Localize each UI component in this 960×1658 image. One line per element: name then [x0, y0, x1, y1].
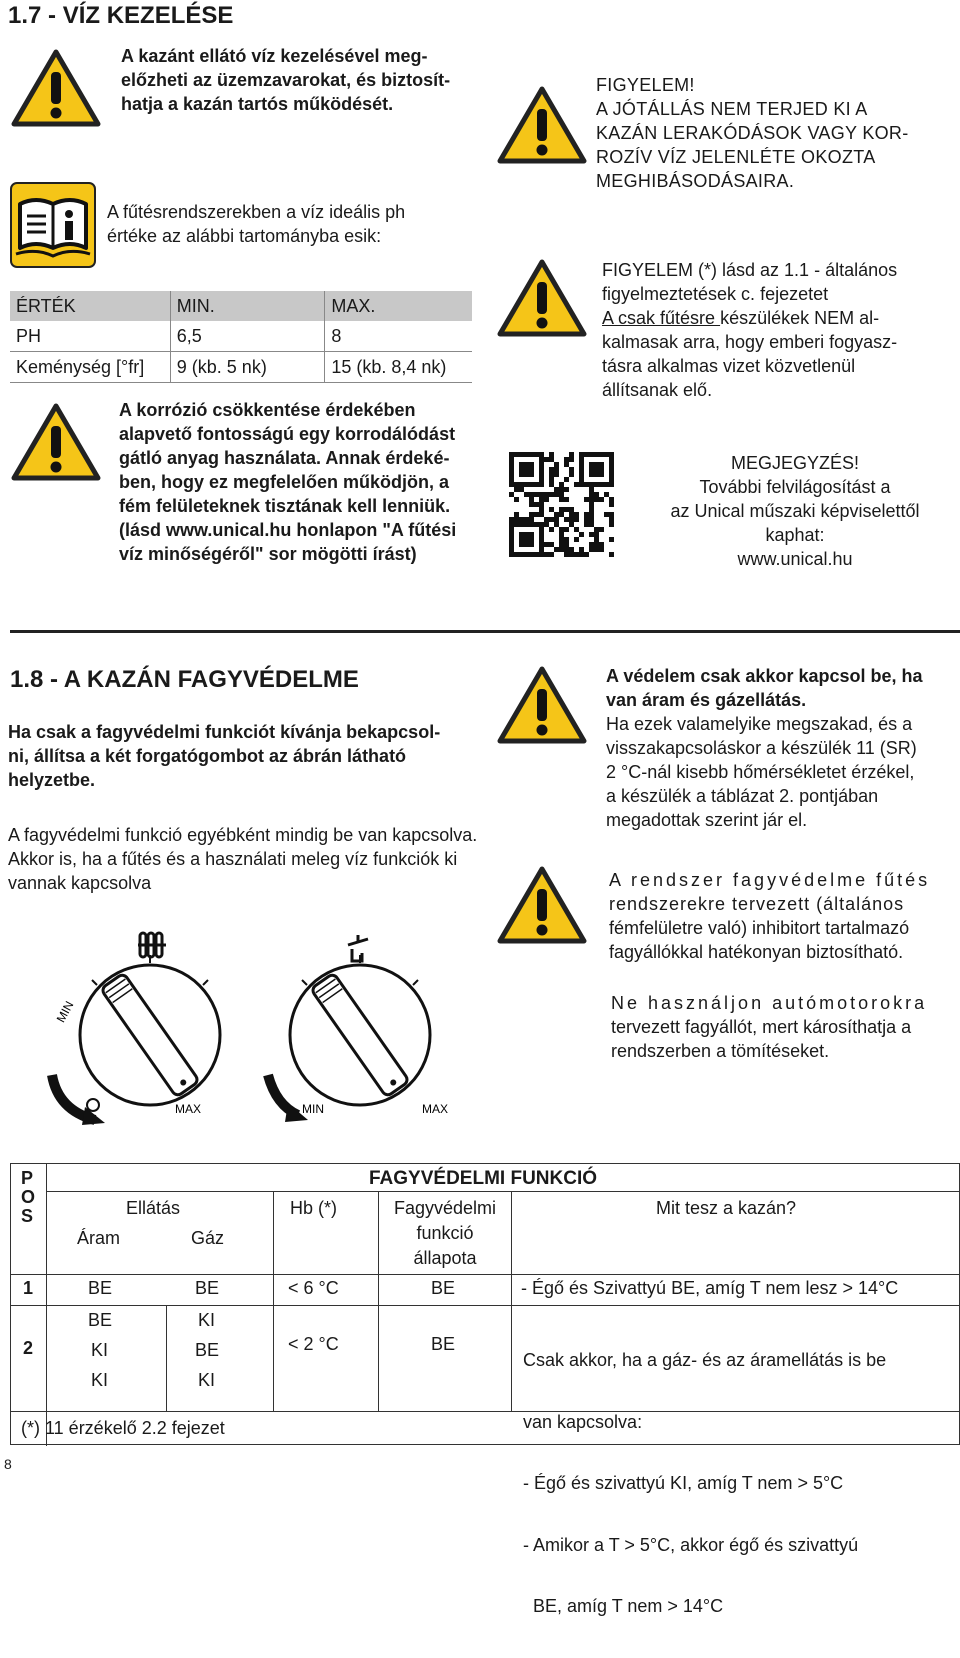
warning2-line: kalmasak arra, hogy emberi fogyasz-: [602, 332, 898, 352]
row-hb: < 2 °C: [288, 1334, 339, 1354]
section-divider: [10, 630, 960, 633]
warning-icon: [496, 865, 588, 945]
water-values-table: [10, 291, 472, 383]
row-gas: BE: [195, 1340, 220, 1360]
antifreeze-text: [611, 991, 927, 1063]
action-line: - Égő és szivattyú KI, amíg T nem > 5°C: [523, 1473, 844, 1493]
protection-line: megadottak szerint jár el.: [606, 810, 808, 830]
warning-line: ROZÍV VÍZ JELENLÉTE OKOZTA: [596, 147, 876, 167]
note-line: vannak kapcsolva: [8, 873, 152, 893]
dials-illustration: [30, 925, 470, 1130]
warning2-text: készülékek NEM al-: [720, 308, 880, 328]
ph-line: értéke az alábbi tartományba esik:: [107, 226, 382, 246]
underlined-text: A csak fűtésre: [602, 308, 721, 328]
warning-icon: [496, 85, 588, 165]
warning2-line: figyelmeztetések c. fejezetet: [602, 284, 829, 304]
corrosion-line: víz minőségéről" sor mögötti írást): [119, 544, 417, 564]
antifreeze-line: rendszerben a tömítéseket.: [611, 1041, 830, 1061]
row-pos: 2: [23, 1338, 34, 1358]
pos-letter: P: [21, 1168, 34, 1188]
row-power: KI: [91, 1340, 109, 1360]
row-pos: 1: [23, 1278, 34, 1298]
warning-line: FIGYELEM!: [596, 75, 695, 95]
dhw-dial[interactable]: [268, 955, 448, 1122]
qr-module: [609, 552, 614, 557]
instruction-line: Ha csak a fagyvédelmi funkciót kívánja bekapcsol-: [8, 722, 441, 742]
table-header-row: [10, 291, 472, 321]
hb-header: Hb (*): [290, 1198, 338, 1218]
table-title: FAGYVÉDELMI FUNKCIÓ: [369, 1168, 598, 1189]
gas-header: Gáz: [191, 1228, 225, 1248]
corrosion-text: [119, 398, 456, 566]
warning-icon: [496, 665, 588, 745]
radiator-icon: [138, 933, 166, 957]
table-header-cell: MIN.: [170, 291, 325, 321]
instruction-line: ni, állítsa a két forgatógombot az ábrán látható: [8, 746, 407, 766]
state-header-line: Fagyvédelmi: [393, 1198, 497, 1218]
note-box: [640, 451, 950, 571]
warning2-line: állítsanak elő.: [602, 380, 713, 400]
instruction-line: helyzetbe.: [8, 770, 96, 790]
inhibitor-line: fagyállókkal hatékonyan biztosítható.: [609, 942, 904, 962]
max-label: MAX: [422, 1102, 449, 1116]
table-row: [10, 321, 472, 352]
note-line: További felvilágosítást a: [699, 477, 891, 497]
inhibitor-line: A rendszer fagyvédelme fűtés: [609, 870, 931, 890]
qr-code: [509, 452, 614, 557]
corrosion-line: gátló anyag használata. Annak érdeké-: [119, 448, 450, 468]
ph-line: A fűtésrendszerekben a víz ideális ph: [107, 202, 406, 222]
inhibitor-line: rendszerekre tervezett (általános: [609, 894, 905, 914]
action-header: Mit tesz a kazán?: [656, 1198, 797, 1218]
note-line: az Unical műszaki képviselettől: [670, 501, 920, 521]
action-line: - Amikor a T > 5°C, akkor égő és szivattyú: [523, 1534, 859, 1555]
min-label: MIN: [53, 998, 77, 1025]
row-gas: KI: [198, 1370, 216, 1390]
max-label: MAX: [175, 1102, 202, 1116]
heating-only-warning: [602, 258, 897, 402]
table-cell: 8: [325, 321, 472, 352]
inhibitor-line: fémfelületre való) inhibitort tartalmazó: [609, 918, 910, 938]
row-hb: < 6 °C: [288, 1278, 339, 1298]
supply-header: Ellátás: [126, 1198, 181, 1218]
warning-icon: [10, 48, 102, 128]
warranty-warning: [596, 73, 909, 193]
table-footnote: (*) 11 érzékelő 2.2 fejezet: [21, 1418, 225, 1438]
section-title-1-8: 1.8 - A KAZÁN FAGYVÉDELME: [10, 666, 359, 693]
power-header: Áram: [77, 1228, 121, 1248]
protection-line: 2 °C-nál kisebb hőmérsékletet érzékel,: [606, 762, 915, 782]
action-line: BE, amíg T nem > 14°C: [523, 1596, 724, 1616]
pos-letter: O: [21, 1187, 36, 1207]
table-header-cell: MAX.: [325, 291, 472, 321]
pos-header: [21, 1169, 35, 1226]
heating-dial[interactable]: [52, 955, 220, 1125]
corrosion-line: fém felületeknek tisztának kell lenniük.: [119, 496, 451, 516]
action-line: van kapcsolva:: [523, 1411, 643, 1432]
row-state: BE: [431, 1334, 456, 1354]
corrosion-line: alapvető fontosságú egy korrodálódást: [119, 424, 456, 444]
note-line: kaphat:: [765, 525, 825, 545]
warning2-line: [602, 306, 897, 330]
note-link[interactable]: www.unical.hu: [737, 549, 853, 569]
warning-icon: [10, 402, 102, 482]
table-row: [10, 352, 472, 383]
table-cell: Keménység [°fr]: [10, 352, 170, 383]
corrosion-line: ben, hogy ez megfelelően működjön, a: [119, 472, 450, 492]
table-cell: 9 (kb. 5 nk): [170, 352, 325, 383]
row-power: KI: [91, 1370, 109, 1390]
min-label: MIN: [302, 1102, 324, 1116]
table-cell: 15 (kb. 8,4 nk): [325, 352, 472, 383]
warning-icon: [496, 258, 588, 338]
row-power: BE: [88, 1310, 113, 1330]
table-header-cell: ÉRTÉK: [10, 291, 170, 321]
protection-line: a készülék a táblázat 2. pontjában: [606, 786, 879, 806]
warning2-line: tásra alkalmas vizet közvetlenül: [602, 356, 856, 376]
action-line: Csak akkor, ha a gáz- és az áramellátás is be: [523, 1350, 887, 1370]
intro-line: hatja a kazán tartós működését.: [121, 94, 394, 114]
warning-line: KAZÁN LERAKÓDÁSOK VAGY KOR-: [596, 123, 909, 143]
section-title-1-7: 1.7 - VÍZ KEZELÉSE: [8, 2, 234, 29]
protection-line: Ha ezek valamelyike megszakad, és a: [606, 714, 913, 734]
antifreeze-line: tervezett fagyállót, mert károsíthatja a: [611, 1017, 912, 1037]
state-header-line: funkció: [416, 1223, 474, 1243]
state-header: [379, 1196, 511, 1271]
warning-line: A JÓTÁLLÁS NEM TERJED KI A: [596, 99, 868, 119]
row-power: BE: [88, 1278, 113, 1298]
protection-line: A védelem csak akkor kapcsol be, ha: [606, 666, 923, 686]
row-gas: BE: [195, 1278, 220, 1298]
protection-text: [606, 664, 923, 832]
state-header-line: állapota: [413, 1248, 477, 1268]
page-number: 8: [4, 1456, 12, 1472]
note-line: MEGJEGYZÉS!: [730, 453, 860, 473]
row-action: [523, 1309, 886, 1658]
row-state: BE: [431, 1278, 456, 1298]
manual-info-icon: [10, 182, 96, 273]
row-action: - Égő és Szivattyú BE, amíg T nem lesz > 14°C: [521, 1278, 899, 1298]
intro-line: A kazánt ellátó víz kezelésével meg-: [121, 46, 428, 66]
row-gas: KI: [198, 1310, 216, 1330]
protection-line: visszakapcsoláskor a készülék 11 (SR): [606, 738, 917, 758]
protection-line: van áram és gázellátás.: [606, 690, 807, 710]
frost-instruction: [8, 720, 440, 792]
corrosion-line: A korrózió csökkentése érdekében: [119, 400, 416, 420]
warning-line: MEGHIBÁSODÁSAIRA.: [596, 171, 795, 191]
antifreeze-line: Ne használjon autómotorokra: [611, 993, 928, 1013]
tap-icon: [348, 935, 368, 961]
note-line: A fagyvédelmi funkció egyébként mindig be van kapcsolva.: [8, 825, 478, 845]
frost-function-table: [10, 1163, 960, 1616]
inhibitor-text: [609, 868, 930, 964]
table-cell: PH: [10, 321, 170, 352]
intro-text: [121, 44, 450, 116]
intro-line: előzheti az üzemzavarokat, és biztosít-: [121, 70, 451, 90]
note-line: Akkor is, ha a fűtés és a használati meleg víz funkciók ki: [8, 849, 458, 869]
warning2-line: FIGYELEM (*) lásd az 1.1 - általános: [602, 260, 898, 280]
ph-text: [107, 200, 405, 248]
frost-note: [8, 823, 477, 895]
corrosion-line: (lásd www.unical.hu honlapon "A fűtési: [119, 520, 457, 540]
pos-letter: S: [21, 1206, 34, 1226]
table-cell: 6,5: [170, 321, 325, 352]
